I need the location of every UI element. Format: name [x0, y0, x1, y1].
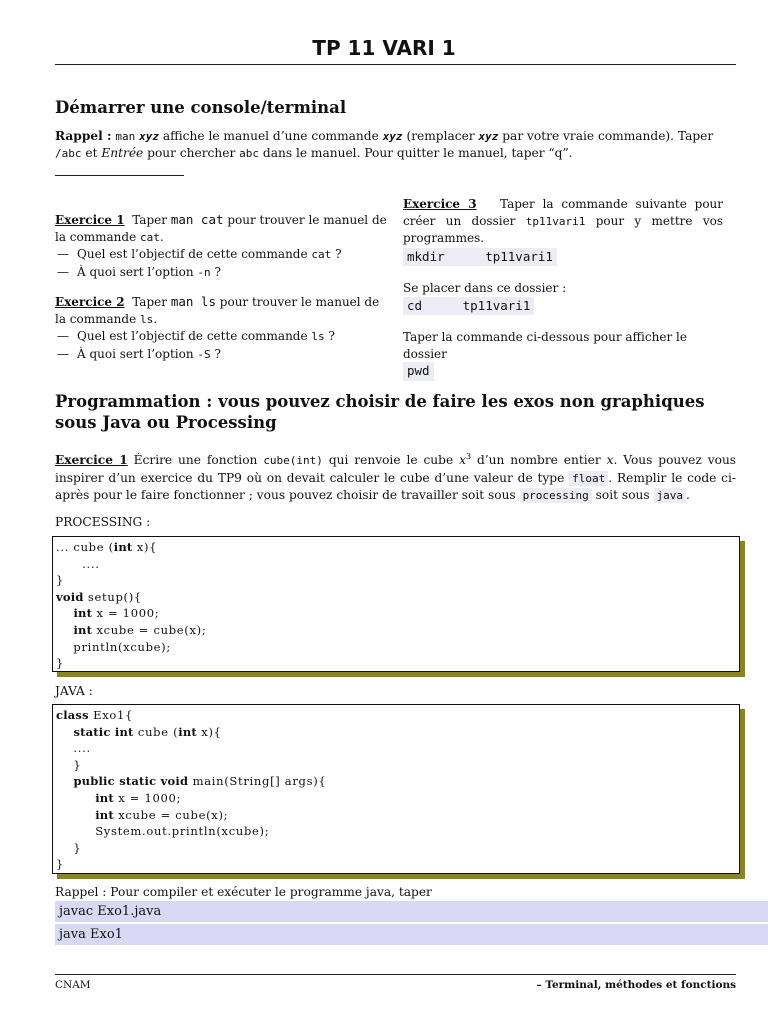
- rappel-abc: abc: [239, 147, 260, 160]
- short-rule: [55, 175, 184, 176]
- processing-label: PROCESSING :: [55, 515, 151, 529]
- compile-rappel: Rappel : Pour compiler et exécuter le programme java, taper: [55, 885, 432, 899]
- rappel-cmd: man: [115, 130, 136, 143]
- exercise-text: Taper: [132, 213, 167, 227]
- processing-code-block: [52, 536, 740, 672]
- rappel-text: dans le manuel. Pour quitter le manuel, taper “q”.: [262, 146, 573, 160]
- rappel-paragraph: [55, 128, 736, 162]
- rappel-text: pour chercher: [147, 146, 236, 160]
- code-line: [56, 539, 736, 556]
- code-keyword: int: [73, 622, 93, 637]
- question-mark: ?: [214, 264, 221, 279]
- code-line: [56, 856, 736, 873]
- exercise-2-terminal: [55, 294, 388, 363]
- exercise-text: Taper la commande suivante pour créer un dossier: [403, 197, 724, 228]
- footer-left: CNAM: [55, 979, 91, 991]
- mkdir-command: mkdir tp11vari1: [403, 248, 557, 267]
- code-line: [56, 757, 736, 774]
- question-text: À quoi sert l’option: [77, 264, 194, 279]
- code-line: [56, 840, 736, 857]
- code-line: [56, 707, 736, 724]
- javac-command-bar: javac Exo1.java: [55, 901, 768, 922]
- code-token: [56, 606, 73, 620]
- programming-exercise-paragraph: [55, 448, 736, 505]
- rappel-text: par votre vraie commande). Taper: [502, 129, 714, 143]
- code-line: [56, 589, 736, 606]
- code-token: main(String[] args){: [188, 774, 327, 789]
- code-token: }: [56, 840, 82, 855]
- code-token: [56, 808, 95, 822]
- code-token: System.out.println(xcube);: [56, 824, 270, 839]
- java-keyword: java: [654, 488, 687, 503]
- exercise-label: Exercice 2: [55, 295, 125, 309]
- code-token: [56, 623, 73, 637]
- code-token: x = 1000;: [113, 790, 182, 805]
- code-token: xcube = cube(x);: [92, 622, 207, 637]
- code-token: [56, 725, 73, 739]
- question-code: ls: [311, 330, 325, 343]
- java-label: JAVA :: [55, 684, 93, 698]
- code-token: x){: [132, 540, 158, 554]
- math-exponent: 3: [465, 452, 472, 461]
- code-line: [56, 724, 736, 741]
- exercise-arg: cat: [140, 230, 160, 244]
- pwd-command: pwd: [403, 362, 434, 381]
- java-code-block: [52, 704, 740, 874]
- code-line: [56, 605, 736, 622]
- exercise-dir: tp11vari1: [525, 214, 586, 228]
- exercise-label: Exercice 3: [403, 197, 477, 211]
- exercise-text: pour y mettre vos programmes.: [403, 213, 723, 245]
- exercise-text: Taper: [132, 295, 167, 309]
- code-token: ....: [56, 741, 91, 756]
- question-mark: ?: [335, 247, 342, 261]
- code-line: [56, 572, 736, 589]
- rappel-text: et: [85, 146, 98, 160]
- code-token: ... cube (: [56, 540, 114, 554]
- rappel-arg: xyz: [139, 130, 159, 143]
- list-item: [55, 346, 388, 364]
- exercise-text: . Vous pouvez vous inspirer d’un exercice du TP9 où on devait calculer le cube d’une valeur de type: [55, 453, 737, 485]
- code-keyword: int: [113, 540, 133, 554]
- question-text: À quoi sert l’option: [77, 346, 194, 361]
- code-token: }: [56, 857, 65, 872]
- code-token: x){: [196, 724, 222, 739]
- title-rule: [55, 64, 736, 65]
- rappel-arg-3: xyz: [478, 130, 499, 143]
- code-keyword: int: [178, 724, 197, 739]
- question-code: -n: [197, 265, 211, 279]
- section-heading-programmation: Programmation : vous pouvez choisir de faire les exos non graphiques sous Java ou Processing: [55, 392, 705, 432]
- math-x: x: [606, 453, 614, 468]
- page-title: TP 11 VARI 1: [312, 36, 456, 60]
- cube-function: cube(int): [263, 454, 323, 468]
- exercise-text: pour trouver le manuel de la commande: [55, 213, 387, 244]
- exercise-1-questions: [55, 246, 388, 281]
- code-keyword: public: [73, 774, 115, 789]
- exercise-cmd: man cat: [170, 212, 224, 227]
- exercise-cmd: man ls: [170, 294, 216, 309]
- code-line: [56, 740, 736, 757]
- exercise-text: .: [686, 488, 690, 503]
- exercise-2-prompt: Exercice 2 Taper man ls pour trouver le manuel de la commande ls.: [55, 294, 380, 326]
- footer-right: – Terminal, méthodes et fonctions: [536, 979, 736, 991]
- float-keyword: float: [569, 471, 608, 486]
- rappel-abc-slash: /abc: [55, 147, 82, 160]
- code-line: [56, 655, 736, 672]
- list-item: [55, 264, 388, 282]
- processing-keyword: processing: [520, 488, 592, 503]
- exercise-text: soit sous: [595, 488, 650, 503]
- code-token: [56, 774, 73, 788]
- code-token: xcube = cube(x);: [113, 807, 229, 822]
- code-keyword: int: [114, 724, 134, 739]
- code-token: setup(){: [83, 589, 142, 604]
- code-keyword: static: [119, 774, 157, 789]
- exercise-label: Exercice 1: [55, 453, 128, 468]
- code-line: [56, 622, 736, 639]
- question-code: cat: [311, 248, 332, 261]
- question-mark: ?: [214, 346, 221, 361]
- code-keyword: int: [95, 807, 114, 822]
- code-token: }: [56, 656, 65, 671]
- footer-rule: [55, 974, 736, 975]
- exercise-label: Exercice 1: [55, 213, 125, 227]
- cd-command: cd tp11vari1: [403, 297, 534, 316]
- question-text: Quel est l’objectif de cette commande: [77, 329, 308, 343]
- rappel-entree: Entrée: [101, 146, 144, 160]
- rappel-text: affiche le manuel d’une commande: [162, 129, 379, 143]
- question-text: Quel est l’objectif de cette commande: [77, 247, 308, 261]
- exercise-3-prompt: [403, 196, 723, 247]
- code-token: }: [56, 757, 82, 772]
- code-line: [56, 639, 736, 656]
- exercise-1-prompt: Exercice 1 Taper man cat pour trouver le manuel de la commande cat.: [55, 212, 387, 244]
- question-mark: ?: [328, 329, 335, 343]
- list-item: [55, 246, 388, 264]
- exercise-text: . Remplir le code ci-après pour le faire fonctionner ; vous pouvez choisir de travailler soit sous: [55, 470, 737, 503]
- exercise-text: d’un nombre entier: [476, 453, 601, 468]
- code-line: [56, 773, 736, 790]
- code-line: [56, 556, 736, 573]
- exercise-2-questions: [55, 328, 388, 363]
- exercise-text: Se placer dans ce dossier :: [403, 281, 567, 295]
- exercise-text: Taper la commande ci-dessous pour afficher le dossier: [403, 330, 687, 361]
- code-keyword: class: [56, 708, 89, 722]
- exercise-3-terminal: [403, 196, 723, 381]
- code-line: [56, 823, 736, 840]
- rappel-text: (remplacer: [406, 129, 475, 143]
- list-item: [55, 328, 388, 346]
- exercise-1-terminal: [55, 212, 388, 281]
- rappel-arg-2: xyz: [382, 130, 403, 143]
- code-token: cube (: [133, 724, 179, 739]
- code-keyword: int: [73, 606, 93, 621]
- rappel-label: Rappel :: [55, 129, 112, 143]
- code-token: }: [56, 573, 65, 588]
- code-line: [56, 790, 736, 807]
- code-keyword: int: [95, 790, 114, 805]
- code-token: x = 1000;: [92, 606, 160, 621]
- java-run-command-bar: java Exo1: [55, 924, 768, 945]
- question-code: -S: [197, 347, 211, 361]
- code-keyword: static: [73, 724, 111, 739]
- code-keyword: void: [56, 589, 84, 604]
- code-line: [56, 807, 736, 824]
- math-x: x: [459, 453, 466, 468]
- exercise-text: pour trouver le manuel de la commande: [55, 295, 380, 326]
- exercise-text: qui renvoie le cube: [328, 453, 454, 468]
- section-heading-terminal: Démarrer une console/terminal: [55, 98, 347, 117]
- code-token: [56, 791, 95, 805]
- code-token: Exo1{: [88, 708, 134, 722]
- code-token: ....: [56, 556, 100, 571]
- code-token: println(xcube);: [56, 639, 171, 654]
- exercise-arg: ls: [140, 312, 154, 326]
- exercise-text: Écrire une fonction: [133, 453, 258, 468]
- code-keyword: void: [160, 774, 189, 789]
